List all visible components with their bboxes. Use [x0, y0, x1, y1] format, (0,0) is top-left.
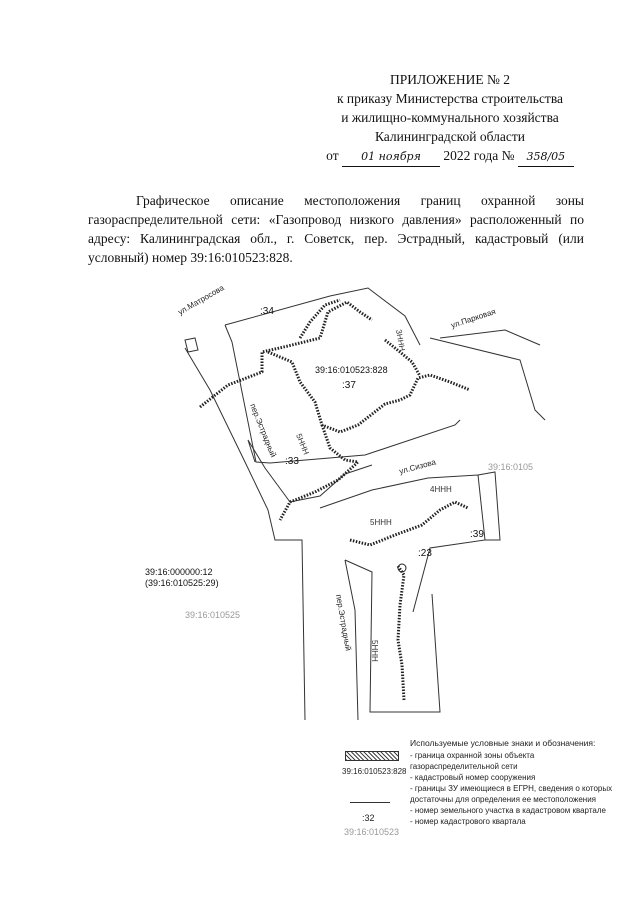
legend-item: - границы ЗУ имеющиеся в ЕГРН, сведения о которых: [410, 784, 613, 793]
order-line-1: к приказу Министерства строительства: [336, 91, 564, 106]
road-label-b: 4ННН: [430, 485, 452, 494]
road-label-c: 5ННН: [370, 518, 392, 527]
handwritten-date: 01 ноября: [342, 147, 440, 167]
street-label-estradny-upper: пер.Эстрадный: [248, 402, 278, 459]
protection-zone-central: [268, 352, 470, 432]
order-line-2: и жилищно-коммунального хозяйства: [341, 110, 559, 125]
plot-label-33: :33: [285, 456, 299, 467]
plot-boundary-37: [225, 325, 460, 463]
quarter-label-east: 39:16:0105: [488, 462, 534, 472]
small-box: [185, 338, 198, 352]
road-label-d: 3ННН: [394, 328, 407, 352]
order-date-line: [300, 146, 600, 167]
description-paragraph: [88, 191, 584, 267]
road-label-e: 5ННН: [370, 640, 379, 662]
protection-zone-south: [350, 502, 468, 545]
legend-sample-quarter: 39:16:010523: [344, 827, 400, 837]
street-label-estradny-lower: пер.Эстрадный: [334, 593, 353, 652]
legend-item: - номер земельного участка в кадастровом квартале: [410, 806, 606, 815]
legend-item: газораспределительной сети: [410, 762, 518, 771]
protection-zone-west: [200, 302, 372, 407]
plot-label-39: :39: [470, 529, 484, 540]
land-plot-number-alt: (39:16:010525:29): [145, 578, 219, 588]
legend-item: - кадастровый номер сооружения: [410, 773, 536, 782]
street-label-matrosova: ул.Матросова: [176, 283, 226, 317]
legend-samples: [330, 738, 410, 837]
legend-item: - граница охранной зоны объекта: [410, 751, 535, 760]
plot-boundary-34: [225, 288, 420, 345]
quarter-label-south: 39:16:010525: [185, 610, 241, 620]
date-prefix: от: [326, 148, 339, 163]
order-line-3: Калининградской области: [374, 129, 526, 144]
legend-sample-plot: :32: [362, 813, 375, 823]
plot-label-34: :34: [260, 306, 274, 317]
plot-boundary-swatch: [350, 802, 390, 803]
handwritten-order-number: 358/05: [518, 147, 574, 167]
date-suffix: 2022 года №: [443, 148, 515, 163]
cadastral-object-number: 39:16:010523:828: [315, 365, 388, 375]
legend-sample-cadastral-number: 39:16:010523:828: [342, 767, 407, 776]
plot-label-37: :37: [342, 380, 356, 391]
plot-boundary-lower: [345, 560, 440, 712]
street-label-parkovaya: ул.Парковая: [449, 307, 497, 330]
legend-items: [410, 738, 630, 827]
description-text: Графическое описание местоположения границ охранной зоны газораспределительной сети: «Газопровод низкого давления» расположенный по адресу: Калининградская обл., г. Советск, пер. Эстрадный, кадастровый (или условный) номер 39:16:010523:828.: [88, 193, 584, 265]
plot-boundary-east: [430, 338, 545, 420]
protection-zone-connector: [280, 425, 358, 520]
land-plot-number: 39:16:000000:12: [145, 567, 213, 577]
plot-label-23: :23: [418, 548, 432, 559]
protection-zone-swatch: [345, 751, 399, 761]
parkovaya-edge: [440, 330, 540, 345]
street-label-sizova: ул.Сизова: [398, 457, 437, 476]
protection-zone-lower: [398, 566, 404, 700]
road-label-a: 5ННН: [294, 432, 311, 456]
appendix-header: [300, 70, 600, 167]
appendix-title: ПРИЛОЖЕНИЕ № 2: [389, 72, 511, 87]
legend-title: Используемые условные знаки и обозначения:: [410, 738, 596, 748]
legend-item: - номер кадастрового квартала: [410, 817, 526, 826]
cadastral-map: [0, 262, 640, 722]
legend-item: достаточны для определения ее местоположения: [410, 795, 597, 804]
